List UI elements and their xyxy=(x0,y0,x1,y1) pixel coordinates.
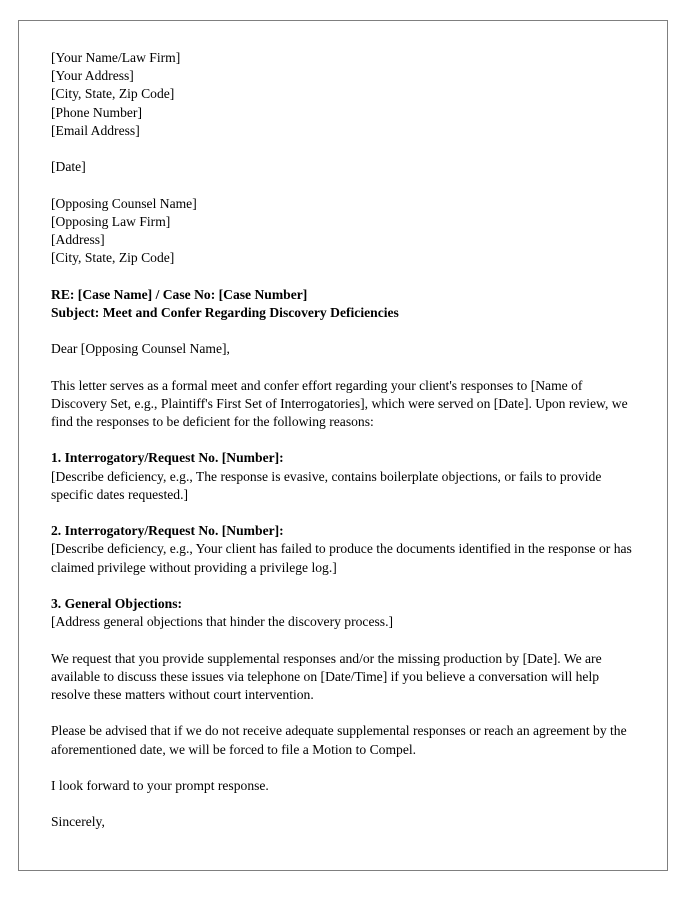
request-paragraph: We request that you provide supplemental responses and/or the missing production by [Date]. We are available to discuss these issues via telephone on [Date/Time] if you believe a conversation will help resolve these matters without court intervention. xyxy=(51,650,602,702)
recipient-block xyxy=(51,195,635,268)
recipient-address: [Address] xyxy=(51,232,105,247)
signoff: Sincerely, xyxy=(51,814,105,830)
deficiency-item-1 xyxy=(51,449,635,504)
deficiency-1-heading: 1. Interrogatory/Request No. [Number]: xyxy=(51,450,284,466)
re-line: RE: [Case Name] / Case No: [Case Number] xyxy=(51,286,308,302)
deficiency-2-body: [Describe deficiency, e.g., Your client has failed to produce the documents identified in the response or has claimed privilege without providing a privilege log.] xyxy=(51,541,632,575)
subject-block xyxy=(51,286,635,322)
intro-paragraph: This letter serves as a formal meet and confer effort regarding your client's responses to [Name of Discovery Set, e.g., Plaintiff's First Set of Interrogatories], which were served on [Date]. Upon review, we find the responses to be deficient for the following reasons: xyxy=(51,377,628,429)
deficiency-2-heading: 2. Interrogatory/Request No. [Number]: xyxy=(51,523,284,539)
deficiency-3-body: [Address general objections that hinder the discovery process.] xyxy=(51,614,394,630)
deficiency-item-2 xyxy=(51,522,635,577)
sender-name: [Your Name/Law Firm] xyxy=(51,50,181,65)
sender-city: [City, State, Zip Code] xyxy=(51,86,175,102)
deficiency-1-body: [Describe deficiency, e.g., The response is evasive, contains boilerplate objections, or fails to provide specific dates requested.] xyxy=(51,468,602,502)
sender-phone: [Phone Number] xyxy=(51,104,142,120)
sender-address: [Your Address] xyxy=(51,68,134,84)
sender-block xyxy=(51,49,635,140)
closing-line: I look forward to your prompt response. xyxy=(51,777,269,793)
warning-paragraph: Please be advised that if we do not receive adequate supplemental responses or reach an agreement by the aforementioned date, we will be forced to file a Motion to Compel. xyxy=(51,723,627,757)
sender-email: [Email Address] xyxy=(51,122,140,138)
letter-page xyxy=(18,20,668,871)
recipient-name: [Opposing Counsel Name] xyxy=(51,195,197,211)
deficiency-item-3 xyxy=(51,595,635,631)
recipient-city: [City, State, Zip Code] xyxy=(51,250,175,266)
deficiency-3-heading: 3. General Objections: xyxy=(51,595,183,611)
recipient-firm: [Opposing Law Firm] xyxy=(51,213,171,229)
date-line: [Date] xyxy=(51,159,86,175)
subject-line: Subject: Meet and Confer Regarding Discovery Deficiencies xyxy=(51,304,399,320)
salutation: Dear [Opposing Counsel Name], xyxy=(51,341,230,357)
